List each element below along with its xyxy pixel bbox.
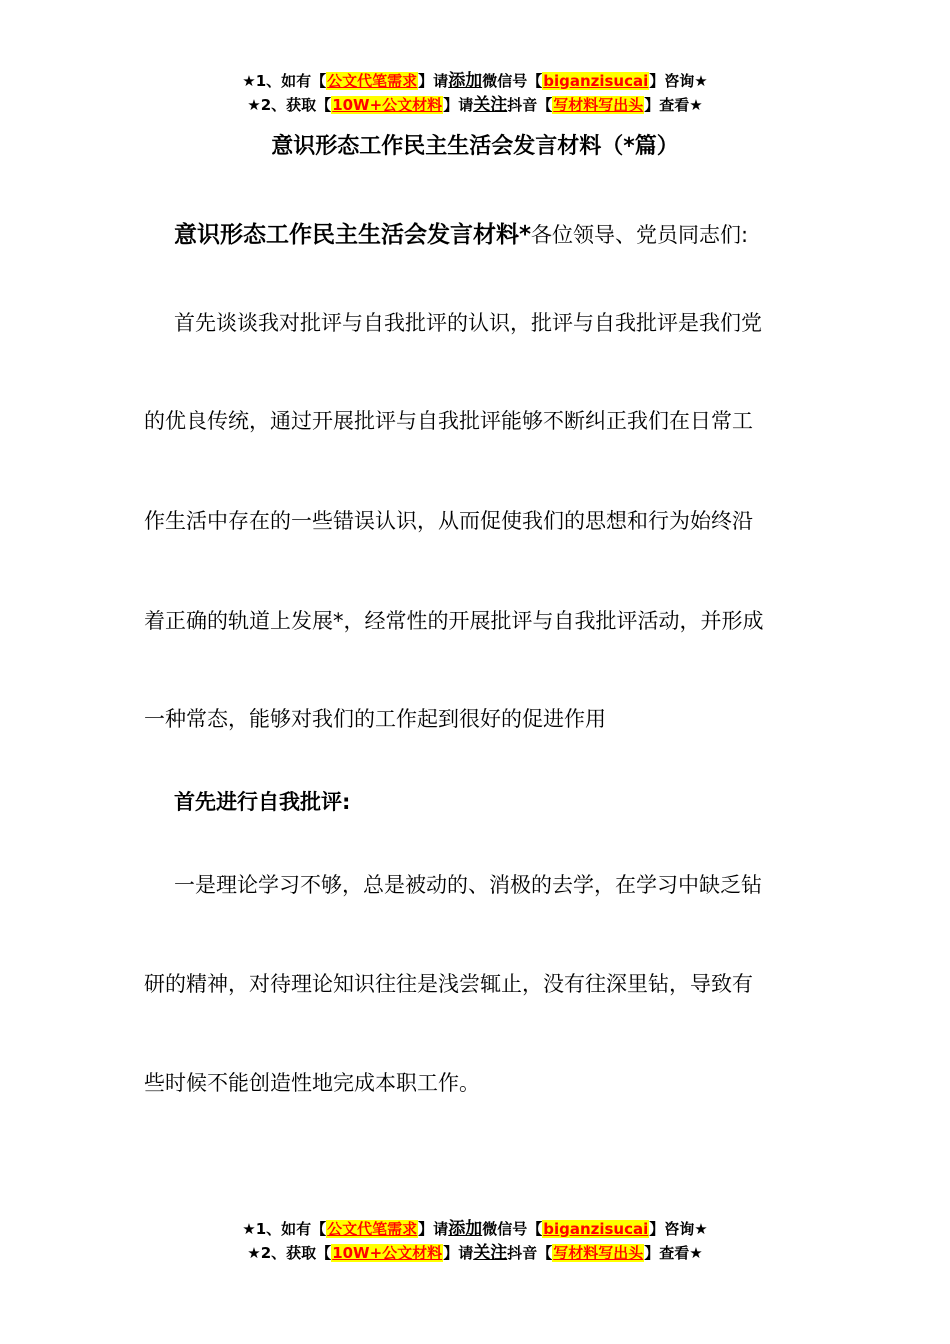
promo-line-2-mid2: 抖音【 [507, 1244, 553, 1262]
promo-line-2-mid1: 】请 [443, 96, 474, 114]
promo-highlight-douyin-account: 写材料写出头 [553, 96, 644, 114]
opening-line [174, 219, 854, 251]
promo-highlight-ghostwriting: 公文代笔需求 [327, 1220, 418, 1238]
promo-highlight-ghostwriting: 公文代笔需求 [327, 72, 418, 90]
promo-line-2 [0, 93, 950, 117]
promo-banner-bottom [0, 1217, 950, 1265]
promo-keyword-follow: 关注 [473, 95, 508, 115]
promo-line-1-suffix: 】咨询★ [649, 1220, 708, 1238]
promo-line-2-mid1: 】请 [443, 1244, 474, 1262]
promo-line-1-mid1: 】请 [418, 72, 449, 90]
opening-salutation: 各位领导、党员同志们: [531, 223, 749, 247]
promo-line-2-bottom [0, 1241, 950, 1265]
promo-keyword-follow: 关注 [473, 1243, 508, 1263]
promo-line-2-prefix: ★2、获取【 [247, 1244, 332, 1262]
promo-line-1-prefix: ★1、如有【 [242, 72, 327, 90]
promo-line-2-prefix: ★2、获取【 [247, 96, 332, 114]
promo-keyword-add: 添加 [448, 1219, 483, 1239]
paragraph-1-line-1: 首先谈谈我对批评与自我批评的认识，批评与自我批评是我们党 [174, 311, 762, 335]
promo-line-1 [0, 69, 950, 93]
promo-highlight-wechat-id: biganzisucai [543, 72, 649, 90]
paragraph-1-line-2: 的优良传统，通过开展批评与自我批评能够不断纠正我们在日常工 [144, 409, 753, 433]
promo-highlight-materials: 10W+公文材料 [332, 1244, 443, 1262]
promo-highlight-wechat-id: biganzisucai [543, 1220, 649, 1238]
promo-highlight-materials: 10W+公文材料 [332, 96, 443, 114]
section-heading: 首先进行自我批评: [174, 790, 351, 814]
promo-line-1-prefix: ★1、如有【 [242, 1220, 327, 1238]
promo-line-1-mid2: 微信号【 [482, 1220, 543, 1238]
promo-keyword-add: 添加 [448, 71, 483, 91]
promo-line-1-bottom [0, 1217, 950, 1241]
promo-line-1-suffix: 】咨询★ [649, 72, 708, 90]
promo-line-2-mid2: 抖音【 [507, 96, 553, 114]
paragraph-2-line-1: 一是理论学习不够，总是被动的、消极的去学，在学习中缺乏钻 [174, 873, 762, 897]
document-title: 意识形态工作民主生活会发言材料（*篇） [271, 134, 679, 159]
paragraph-1-line-5: 一种常态，能够对我们的工作起到很好的促进作用 [144, 707, 606, 731]
paragraph-2-line-2: 研的精神，对待理论知识往往是浅尝辄止，没有往深里钻，导致有 [144, 972, 753, 996]
promo-line-1-mid2: 微信号【 [482, 72, 543, 90]
promo-line-1-mid1: 】请 [418, 1220, 449, 1238]
paragraph-2-line-3: 些时候不能创造性地完成本职工作。 [144, 1071, 480, 1095]
paragraph-1-line-3: 作生活中存在的一些错误认识，从而促使我们的思想和行为始终沿 [144, 509, 753, 533]
paragraph-1-line-4: 着正确的轨道上发展*，经常性的开展批评与自我批评活动，并形成 [144, 609, 764, 633]
opening-bold-title: 意识形态工作民主生活会发言材料* [174, 222, 532, 248]
promo-highlight-douyin-account: 写材料写出头 [553, 1244, 644, 1262]
promo-banner-top [0, 69, 950, 117]
promo-line-2-suffix: 】查看★ [644, 96, 703, 114]
promo-line-2-suffix: 】查看★ [644, 1244, 703, 1262]
